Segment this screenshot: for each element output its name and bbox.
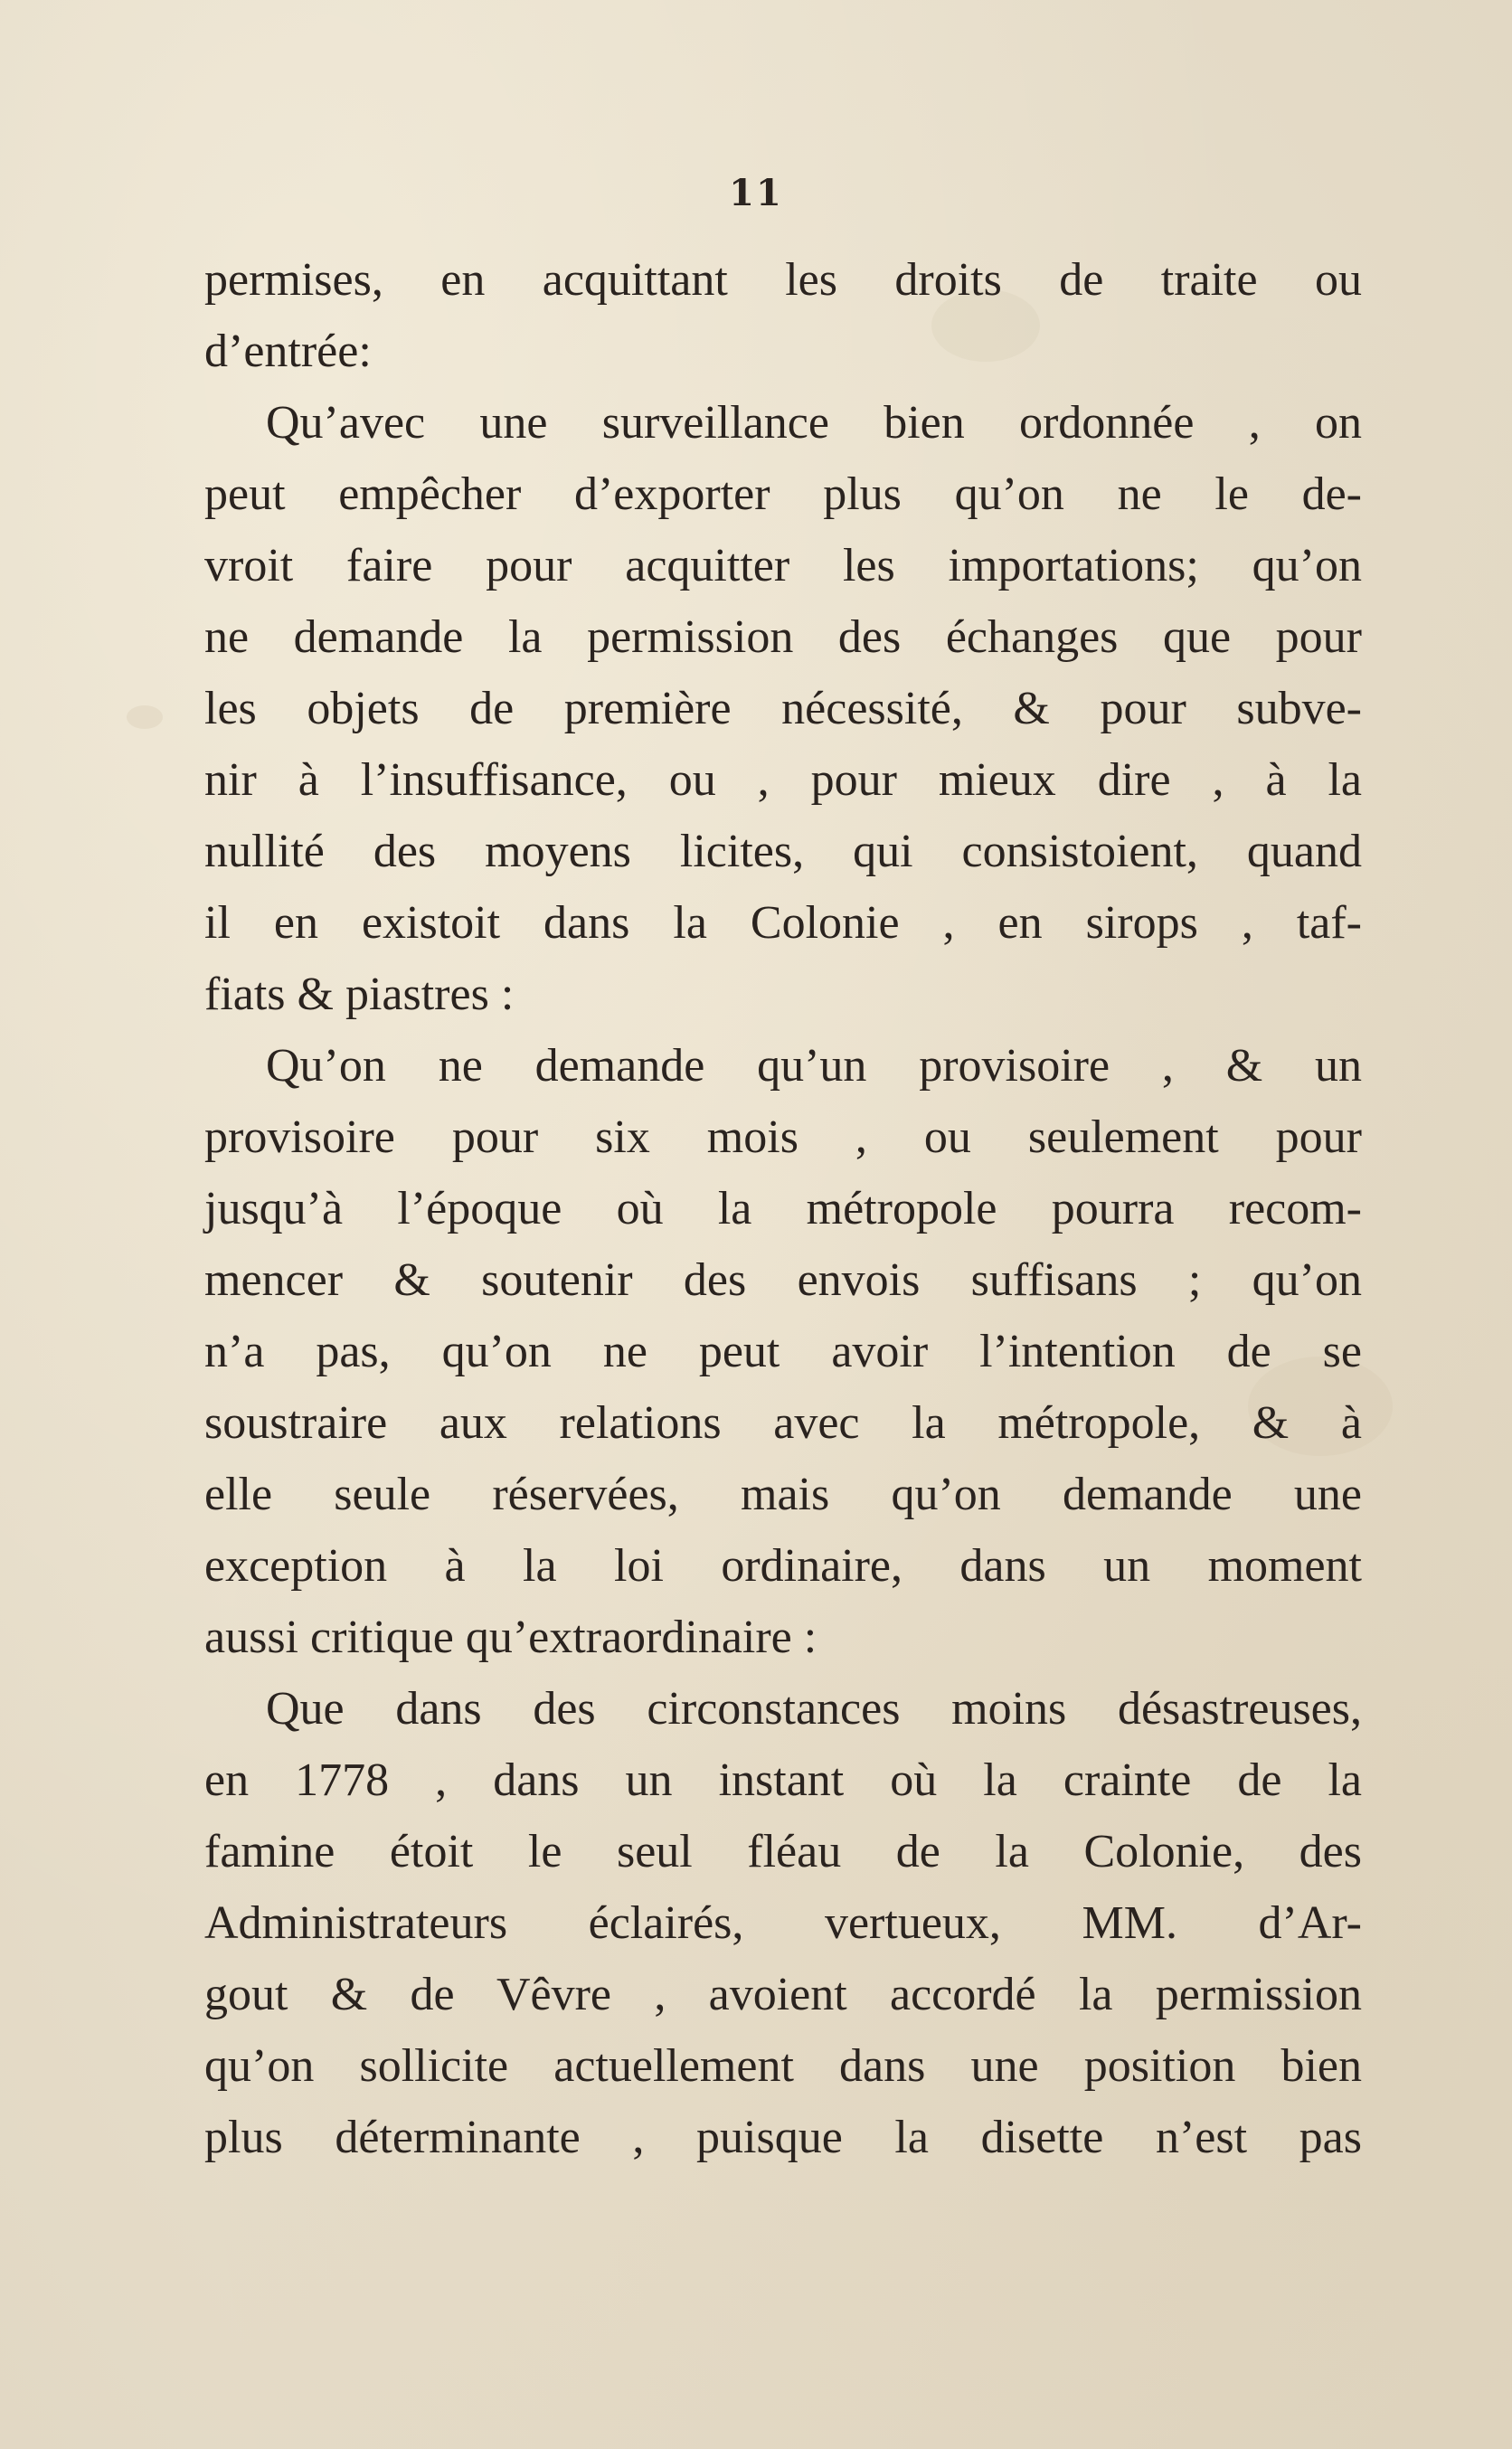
text-line: nir à l’insuffisance, ou , pour mieux dire , à la bbox=[204, 754, 1362, 806]
text-line: il en existoit dans la Colonie , en sirops , taf- bbox=[204, 897, 1362, 949]
text-line: exception à la loi ordinaire, dans un moment bbox=[204, 1540, 1362, 1592]
text-line: Administrateurs éclairés, vertueux, MM. d’Ar- bbox=[204, 1897, 1362, 1949]
text-line: d’entrée: bbox=[204, 326, 372, 377]
text-line: en 1778 , dans un instant où la crainte de la bbox=[204, 1754, 1362, 1806]
text-line: qu’on sollicite actuellement dans une position bien bbox=[204, 2040, 1362, 2092]
text-line: permises, en acquittant les droits de traite ou bbox=[204, 254, 1362, 306]
text-line: soustraire aux relations avec la métropole, & à bbox=[204, 1397, 1362, 1449]
text-line: Qu’on ne demande qu’un provisoire , & un bbox=[266, 1040, 1362, 1092]
text-line: plus déterminante , puisque la disette n’est pas bbox=[204, 2112, 1362, 2163]
text-line: gout & de Vêvre , avoient accordé la permission bbox=[204, 1969, 1362, 2020]
text-line: Qu’avec une surveillance bien ordonnée , on bbox=[266, 397, 1362, 449]
text-line: fiats & piastres : bbox=[204, 969, 515, 1020]
text-line: elle seule réservées, mais qu’on demande une bbox=[204, 1469, 1362, 1520]
paper-stain bbox=[127, 705, 163, 729]
text-line: n’a pas, qu’on ne peut avoir l’intention de se bbox=[204, 1326, 1362, 1377]
text-line: provisoire pour six mois , ou seulement pour bbox=[204, 1111, 1362, 1163]
text-line: vroit faire pour acquitter les importations; qu’on bbox=[204, 540, 1362, 591]
page-number: 11 bbox=[729, 172, 783, 214]
text-line: nullité des moyens licites, qui consistoient, quand bbox=[204, 826, 1362, 877]
text-line: mencer & soutenir des envois suffisans ; qu’on bbox=[204, 1254, 1362, 1306]
text-line: famine étoit le seul fléau de la Colonie, des bbox=[204, 1826, 1362, 1877]
text-line: peut empêcher d’exporter plus qu’on ne le de- bbox=[204, 468, 1362, 520]
text-line: jusqu’à l’époque où la métropole pourra recom- bbox=[204, 1183, 1362, 1234]
text-line: aussi critique qu’extraordinaire : bbox=[204, 1612, 817, 1663]
text-line: Que dans des circonstances moins désastreuses, bbox=[266, 1683, 1362, 1735]
body-text bbox=[204, 244, 1362, 2173]
text-line: les objets de première nécessité, & pour subve- bbox=[204, 683, 1362, 734]
text-line: ne demande la permission des échanges que pour bbox=[204, 611, 1362, 663]
